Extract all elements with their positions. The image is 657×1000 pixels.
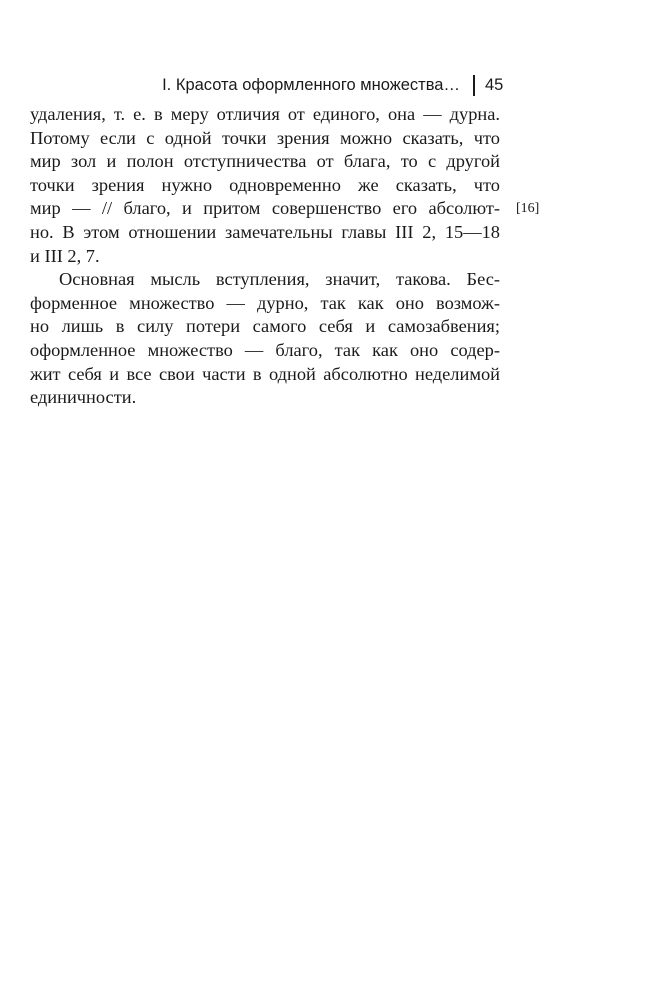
paragraph xyxy=(30,268,500,410)
text-line: и III 2, 7. xyxy=(30,245,100,266)
text-line: Основная мысль вступления, значит, такова. Бес- xyxy=(59,269,500,290)
text-line: жит себя и все свои части в одной абсолютно неделимой xyxy=(30,363,500,384)
running-title: I. Красота оформленного множества… xyxy=(162,76,460,94)
text-line: но. В этом отношении замечательны главы III 2, 15—18 xyxy=(30,221,500,242)
header-separator xyxy=(473,75,475,96)
text-line: удаления, т. е. в меру отличия от единого, она — дурна. xyxy=(30,104,500,124)
paragraph xyxy=(30,103,500,268)
page-number: 45 xyxy=(485,76,504,94)
text-line: но лишь в силу потери самого себя и самозабвения; xyxy=(30,316,500,337)
text-line: Потому если с одной точки зрения можно сказать, что xyxy=(30,127,500,148)
text-line: форменное множество — дурно, так как оно возмож- xyxy=(30,292,500,313)
running-head xyxy=(0,72,510,98)
text-line: мир зол и полон отступничества от блага, то с другой xyxy=(30,151,500,172)
margin-page-reference: [16] xyxy=(516,201,540,216)
text-line: точки зрения нужно одновременно же сказать, что xyxy=(30,174,500,195)
text-line: мир — // благо, и притом совершенство его абсолют- xyxy=(30,198,500,219)
body-text xyxy=(30,103,500,410)
text-line: оформленное множество — благо, так как оно содер- xyxy=(30,339,500,360)
text-line: единичности. xyxy=(30,387,137,408)
